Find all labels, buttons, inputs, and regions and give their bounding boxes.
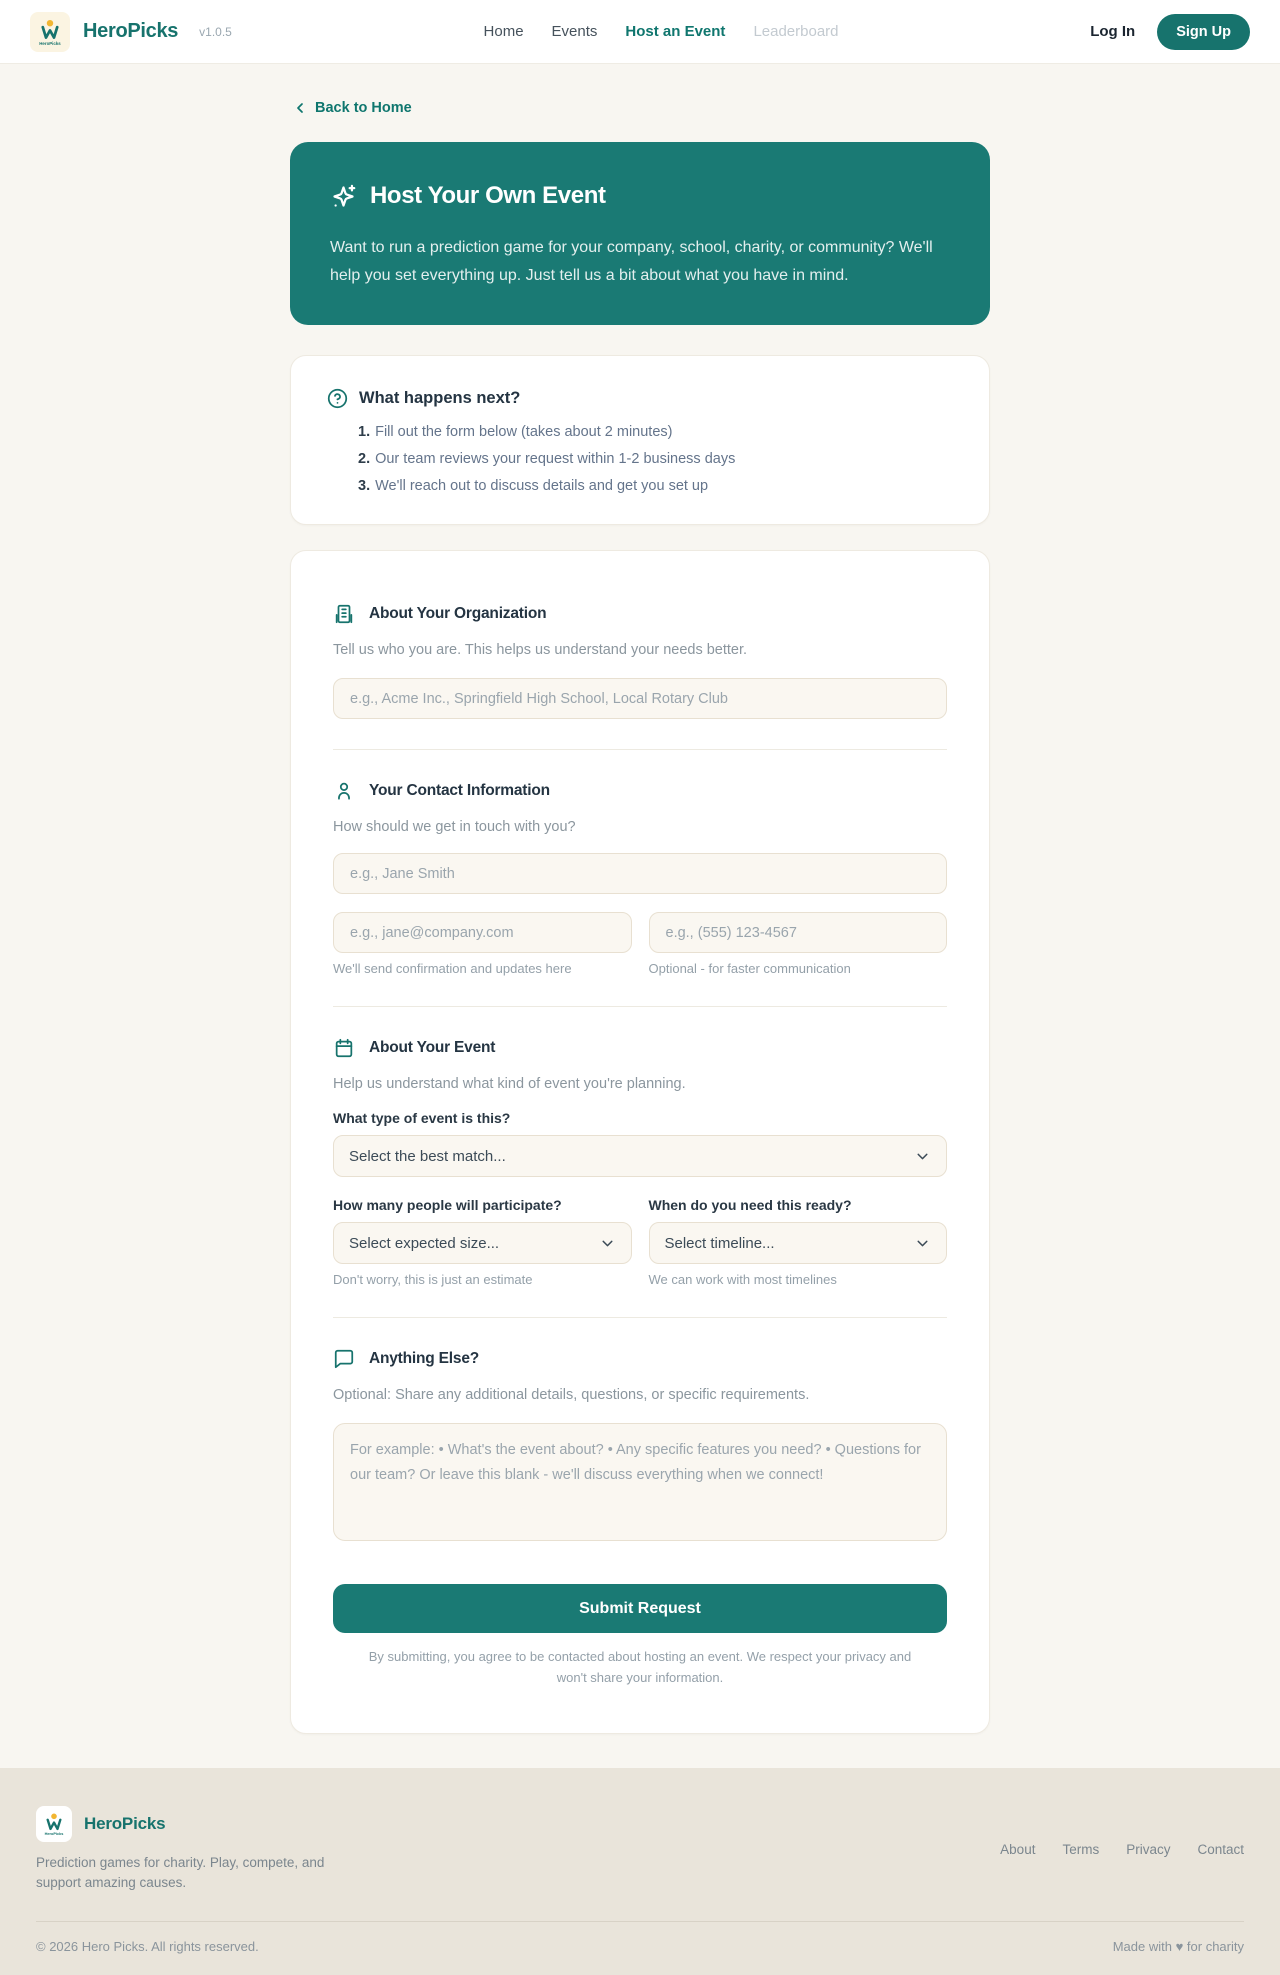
copyright-text: © 2026 Hero Picks. All rights reserved. <box>36 1939 259 1955</box>
back-to-home-link[interactable] <box>292 100 990 116</box>
additional-details-textarea[interactable] <box>333 1423 947 1541</box>
footer-brand-block <box>36 1806 366 1894</box>
email-helper-text: We'll send confirmation and updates here <box>333 961 572 977</box>
phone-helper-text: Optional - for faster communication <box>648 961 851 977</box>
svg-text:HeroPicks: HeroPicks <box>44 1831 64 1836</box>
top-navigation-bar <box>0 0 1280 64</box>
participants-field-group <box>333 1197 632 1287</box>
log-in-button[interactable]: Log In <box>1090 23 1136 40</box>
contact-name-input[interactable] <box>333 853 947 894</box>
submit-request-button[interactable]: Submit Request <box>333 1584 947 1633</box>
message-square-icon <box>333 1348 355 1370</box>
phone-field-group <box>649 912 948 976</box>
chevron-down-icon <box>914 1235 931 1252</box>
timeline-select[interactable] <box>649 1222 948 1264</box>
user-icon <box>333 780 355 802</box>
section-description-event: Help us understand what kind of event you're planning. <box>333 1076 686 1093</box>
main-nav <box>232 23 1090 40</box>
event-type-label: What type of event is this? <box>333 1110 511 1127</box>
next-steps-list <box>358 424 953 494</box>
made-with-text: Made with ♥ for charity <box>1112 1939 1244 1955</box>
phone-input[interactable] <box>649 912 948 953</box>
participants-label: How many people will participate? <box>333 1197 562 1214</box>
back-to-home-label: Back to Home <box>315 100 412 116</box>
email-input[interactable] <box>333 912 632 953</box>
organization-name-input[interactable] <box>333 678 947 719</box>
section-divider <box>333 1317 947 1318</box>
heart-icon: ♥ <box>1175 1939 1184 1955</box>
section-title-anything-else: Anything Else? <box>369 1350 480 1368</box>
timeline-label: When do you need this ready? <box>648 1197 852 1214</box>
section-description-contact: How should we get in touch with you? <box>333 819 576 836</box>
timeline-select-value: Select timeline... <box>664 1234 775 1252</box>
nav-item-events[interactable]: Events <box>551 23 598 40</box>
chevron-left-icon <box>292 100 308 116</box>
list-item: 2. Our team reviews your request within 1-2 business days <box>358 451 736 468</box>
footer <box>0 1768 1280 1975</box>
hero-banner <box>290 142 990 325</box>
calendar-icon <box>333 1037 355 1059</box>
main-content <box>290 64 990 1768</box>
nav-item-host-an-event[interactable]: Host an Event <box>625 23 726 40</box>
section-description-organization: Tell us who you are. This helps us understand your needs better. <box>333 642 748 659</box>
participants-select-value: Select expected size... <box>349 1234 500 1252</box>
help-circle-icon <box>327 388 348 409</box>
chevron-down-icon <box>914 1148 931 1165</box>
nav-item-leaderboard[interactable]: Leaderboard <box>753 23 839 40</box>
heropicks-logo-icon <box>30 12 70 52</box>
hero-description: Want to run a prediction game for your company, school, charity, or community? We'll help you set everything up. Just tell us a bit about what you have in mind. <box>330 239 933 284</box>
auth-actions <box>1090 14 1250 50</box>
page-title: Host Your Own Event <box>370 182 606 209</box>
next-steps-title: What happens next? <box>359 389 521 408</box>
footer-link-contact[interactable]: Contact <box>1197 1841 1244 1857</box>
timeline-field-group <box>649 1197 948 1287</box>
section-divider <box>333 1006 947 1007</box>
section-divider <box>333 749 947 750</box>
submit-disclaimer: By submitting, you agree to be contacted about hosting an event. We respect your privacy and won't share your information. <box>368 1649 912 1685</box>
participants-select[interactable] <box>333 1222 632 1264</box>
list-item: 3. We'll reach out to discuss details and get you set up <box>358 478 709 495</box>
brand-name: HeroPicks <box>83 20 179 42</box>
sparkles-icon <box>330 183 357 210</box>
footer-tagline: Prediction games for charity. Play, compete, and support amazing causes. <box>36 1854 325 1890</box>
event-type-select[interactable] <box>333 1135 947 1177</box>
next-steps-card <box>290 355 990 525</box>
sign-up-button[interactable]: Sign Up <box>1157 14 1250 50</box>
footer-link-terms[interactable]: Terms <box>1062 1841 1100 1857</box>
section-title-event: About Your Event <box>369 1039 496 1057</box>
heropicks-logo-icon <box>36 1806 72 1842</box>
building-icon <box>333 603 355 625</box>
svg-text:HeroPicks: HeroPicks <box>39 40 61 46</box>
section-title-organization: About Your Organization <box>369 605 547 623</box>
event-type-select-value: Select the best match... <box>349 1147 506 1165</box>
app-version: v1.0.5 <box>199 24 232 39</box>
footer-brand-name: HeroPicks <box>84 1813 166 1833</box>
nav-item-home[interactable]: Home <box>483 23 524 40</box>
brand[interactable] <box>30 12 232 52</box>
list-item: 1. Fill out the form below (takes about 2 minutes) <box>358 424 673 441</box>
host-event-form <box>290 550 990 1734</box>
section-description-anything-else: Optional: Share any additional details, questions, or specific requirements. <box>333 1387 810 1404</box>
footer-link-privacy[interactable]: Privacy <box>1126 1841 1171 1857</box>
timeline-helper-text: We can work with most timelines <box>648 1272 837 1288</box>
participants-helper-text: Don't worry, this is just an estimate <box>333 1272 533 1288</box>
chevron-down-icon <box>599 1235 616 1252</box>
section-title-contact: Your Contact Information <box>369 782 550 800</box>
footer-link-about[interactable]: About <box>1000 1841 1036 1857</box>
footer-links <box>1000 1842 1244 1857</box>
email-field-group <box>333 912 632 976</box>
